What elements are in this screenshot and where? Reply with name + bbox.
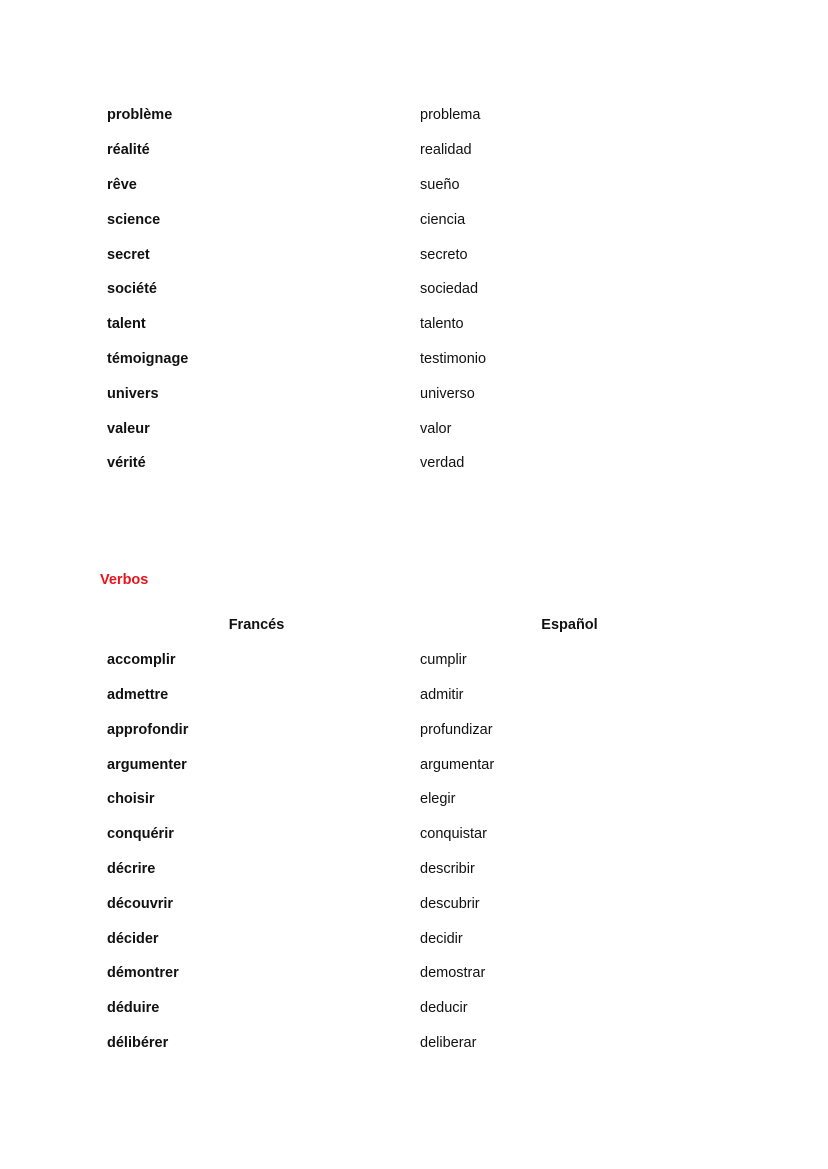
french-word: société <box>107 281 157 298</box>
french-word: réalité <box>107 142 150 159</box>
spanish-word: sueño <box>420 176 460 193</box>
spanish-word: argumentar <box>420 756 495 773</box>
french-word: décrire <box>107 860 156 877</box>
table-row <box>100 747 726 782</box>
spanish-word: demostrar <box>420 965 486 982</box>
spanish-word: cumplir <box>420 652 467 669</box>
spanish-word: profundizar <box>420 721 493 738</box>
french-word: décider <box>107 930 159 947</box>
table-row <box>100 376 726 411</box>
spanish-word: problema <box>420 107 481 124</box>
spanish-word: deliberar <box>420 1034 477 1051</box>
french-word: problème <box>107 107 173 124</box>
table-row <box>100 168 726 203</box>
table-header <box>100 608 726 643</box>
spanish-word: realidad <box>420 142 472 159</box>
french-word: approfondir <box>107 721 189 738</box>
table-row <box>100 991 726 1026</box>
spanish-word: testimonio <box>420 350 487 367</box>
table-row <box>100 852 726 887</box>
french-word: admettre <box>107 686 169 703</box>
french-word: déduire <box>107 1000 160 1017</box>
spanish-word: elegir <box>420 791 456 808</box>
spanish-word: secreto <box>420 246 468 263</box>
french-word: délibérer <box>107 1034 169 1051</box>
table-row <box>100 817 726 852</box>
table-row <box>100 1026 726 1061</box>
spanish-word: descubrir <box>420 895 480 912</box>
spanish-word: talento <box>420 316 464 333</box>
french-word: argumenter <box>107 756 187 773</box>
french-word: rêve <box>107 176 137 193</box>
spanish-word: decidir <box>420 930 463 947</box>
spanish-word: valor <box>420 420 452 437</box>
spanish-word: verdad <box>420 455 465 472</box>
french-word: conquérir <box>107 826 174 843</box>
header-spanish: Español <box>541 617 598 634</box>
french-word: accomplir <box>107 652 176 669</box>
french-word: démontrer <box>107 965 179 982</box>
table-row <box>100 98 726 133</box>
header-french: Francés <box>228 617 285 634</box>
table-row <box>100 272 726 307</box>
french-word: choisir <box>107 791 155 808</box>
table-row <box>100 446 726 481</box>
french-word: univers <box>107 385 159 402</box>
table-row <box>100 956 726 991</box>
french-word: secret <box>107 246 150 263</box>
spanish-word: sociedad <box>420 281 479 298</box>
table-row <box>100 782 726 817</box>
french-word: témoignage <box>107 350 189 367</box>
table-row <box>100 921 726 956</box>
french-word: talent <box>107 316 146 333</box>
spanish-word: ciencia <box>420 211 466 228</box>
spanish-word: deducir <box>420 1000 468 1017</box>
verbs-table <box>100 608 726 1060</box>
french-word: valeur <box>107 420 150 437</box>
table-row <box>100 133 726 168</box>
nouns-table <box>100 98 726 481</box>
table-row <box>100 678 726 713</box>
french-word: science <box>107 211 161 228</box>
french-word: découvrir <box>107 895 174 912</box>
table-row <box>100 342 726 377</box>
table-row <box>100 411 726 446</box>
french-word: vérité <box>107 455 146 472</box>
table-row <box>100 307 726 342</box>
spanish-word: universo <box>420 385 475 402</box>
table-row <box>100 712 726 747</box>
spanish-word: describir <box>420 860 475 877</box>
table-row <box>100 237 726 272</box>
spanish-word: conquistar <box>420 826 487 843</box>
table-row <box>100 886 726 921</box>
table-row <box>100 643 726 678</box>
section-title-verbs: Verbos <box>100 572 149 588</box>
table-row <box>100 202 726 237</box>
spanish-word: admitir <box>420 686 464 703</box>
